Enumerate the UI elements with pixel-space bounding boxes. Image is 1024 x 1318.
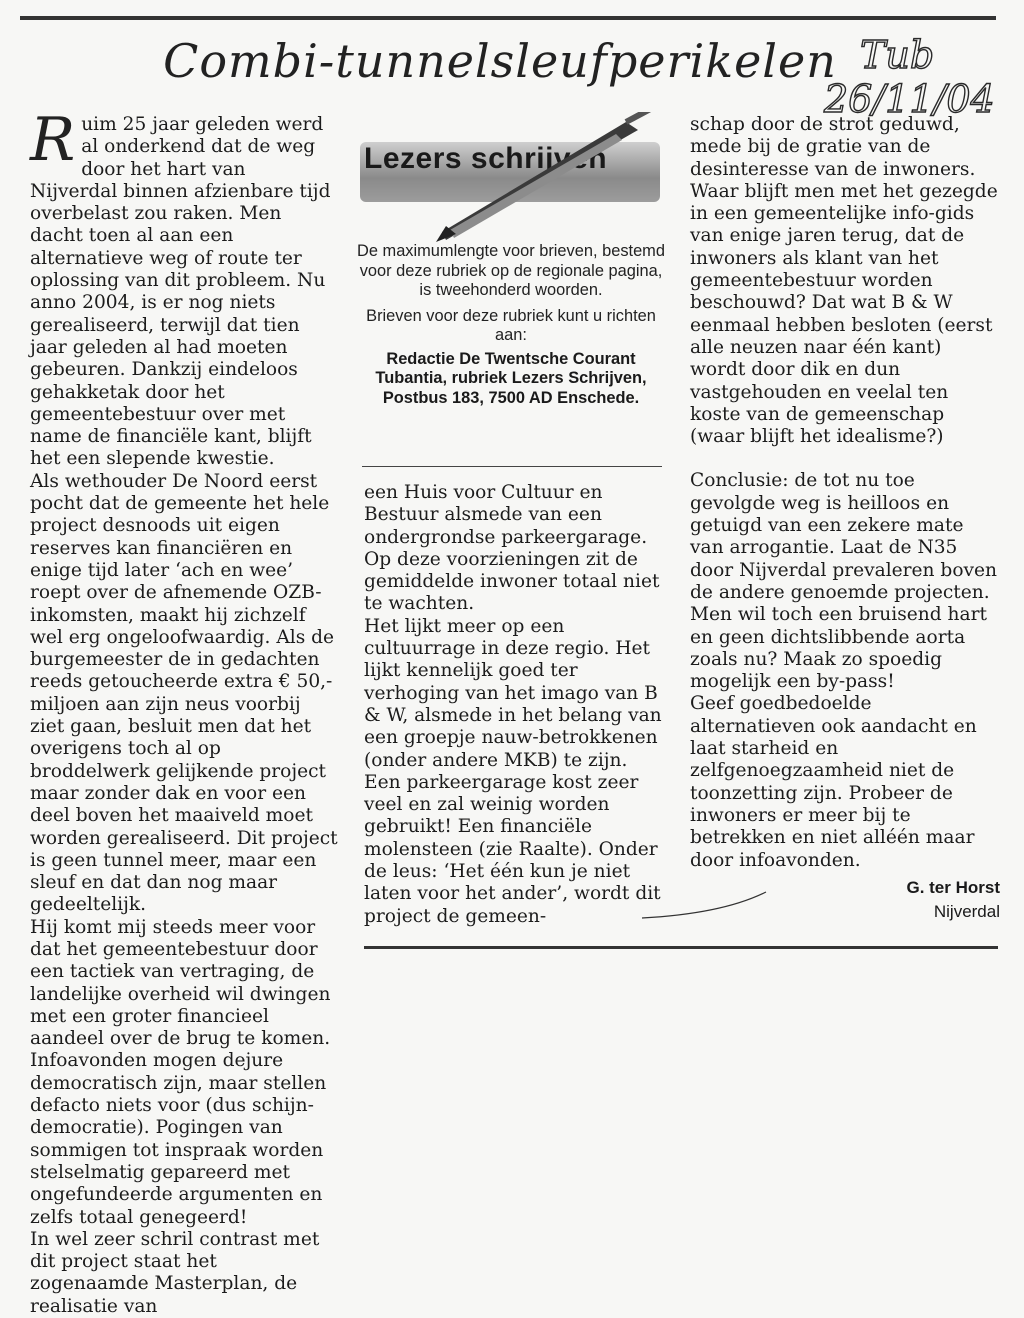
box-paragraph: Brieven voor deze rubriek kunt u richten aan: [366,306,656,344]
fountain-pen-icon [376,112,676,242]
paragraph: Als wethouder De Noord eerst pocht dat de gemeente het hele project desnoods uit eigen reserves kan financiëren en enige tijd later ‘ach en wee’ roept over de afnemende OZB-inkomsten, maakt hij zichzelf wel erg ongeloofwaardig. Als de burgemeester de in gedachten reeds getoucheerde extra € 50,- miljoen aan zijn neus voorbij ziet gaan, besluit men dat het overigens toch al op broddelwerk gelijkende project maar zonder dak en voor een deel boven het maaiveld moet worden gerealiseerd. Dit project is geen tunnel meer, maar een sleuf en dat dan nog maar gedeeltelijk. [30,470,338,916]
top-rule [20,16,996,20]
drop-cap: R [30,105,76,175]
paragraph: Hij komt mij steeds meer voor dat het gemeentebestuur door een tactiek van vertraging, de landelijke overheid wil dwingen met een groter financieel aandeel over de brug te komen. Infoavonden mogen dejure democratisch zijn, maar stellen defacto niets voor (dus schijn-democratie). Pogingen van sommigen tot inspraak worden stelselmatig gepareerd met ongefundeerde argumenten en zelfs totaal genegeerd! [30,916,331,1228]
paragraph: Geef goedbedoelde alternatieven ook aandacht en laat starheid en zelfgenoegzaamheid niet de toonzetting zijn. Probeer de inwoners er meer bij te betrekken en niet alléén maar door infoavonden. [690,693,977,871]
handwritten-stroke [640,888,770,928]
paragraph: uim 25 jaar geleden werd al onderkend dat de weg door het hart van Nijverdal binnen afzienbare tijd overbelast zou raken. Men dacht toen al aan een alternatieve weg of route ter oplossing van dit probleem. Nu anno 2004, is er nog niets gerealiseerd, terwijl dat tien jaar geleden al had moeten gebeuren. Dankzij eindeloos gehakketak door het gemeentebestuur over met name de financiële kant, blijft het een slepende kwestie. [30,114,331,470]
column-3 [690,114,1000,872]
box-divider [362,466,662,467]
lezers-schrijven-box [356,112,666,408]
author-place: Nijverdal [933,902,1000,921]
handwritten-note [820,30,1010,120]
lezers-schrijven-logo [356,112,666,242]
column-1 [30,105,338,1318]
article-title: Combi-tunnelsleufperikelen [163,34,837,88]
paragraph: Het lijkt meer op een cultuurrage in deze regio. Het lijkt kennelijk goed ter verhoging van het imago van B & W, alsmede in het belang van een groepje nauw-betrokkenen (onder andere MKB) te zijn. Een parkeergarage kost zeer veel en zal weinig worden gebruikt! Een financiële molensteen (zie Raalte). Onder de leus: ‘Het één kun je niet laten voor het ander’, wordt dit project de gemeen- [364,615,662,927]
paragraph: Conclusie: de tot nu toe gevolgde weg is heilloos en getuigd van een zekere mate van arrogantie. Laat de N35 door Nijverdal prevaleren boven de andere genoemde projecten. Men wil toch een bruisend hart en geen dichtslibbende aorta zoals nu? Maak zo spoedig mogelijk een by-pass! [690,470,998,693]
author-name: G. ter Horst [906,878,1000,897]
box-address: Redactie De Twentsche Courant Tubantia, rubriek Lezers Schrijven, Postbus 183, 7500 AD Enschede. [375,349,647,407]
bottom-rule [364,946,998,949]
paragraph: schap door de strot geduwd, mede bij de gratie van de desinteresse van de inwoners. Waar blijft men met het gezegde in een gemeentelijke info-gids van enige jaren terug, dat de inwoners als klant van het gemeentebestuur worden beschouwd? Dat wat B & W eenmaal hebben besloten (eerst alle neuzen naar één kant) wordt door dik en dun vastgehouden en veelal ten koste van de gemeenschap (waar blijft het idealisme?) [690,114,998,448]
box-paragraph: De maximumlengte voor brieven, bestemd voor deze rubriek op de regionale pagina, is tweehonderd woorden. [357,242,665,299]
paragraph: een Huis voor Cultuur en Bestuur alsmede van een ondergrondse parkeergarage. Op deze voorzieningen zit de gemiddelde inwoner totaal niet te wachten. [364,482,660,615]
logo-text: Lezers schrijven [364,142,608,175]
handwritten-note-line2: 26/11/04 [824,77,995,120]
author-signature [800,876,1000,924]
paragraph: In wel zeer schril contrast met dit project staat het zogenaamde Masterplan, de realisatie van [30,1228,320,1317]
handwritten-note-line1: Tub [860,33,935,77]
column-2 [364,482,664,928]
